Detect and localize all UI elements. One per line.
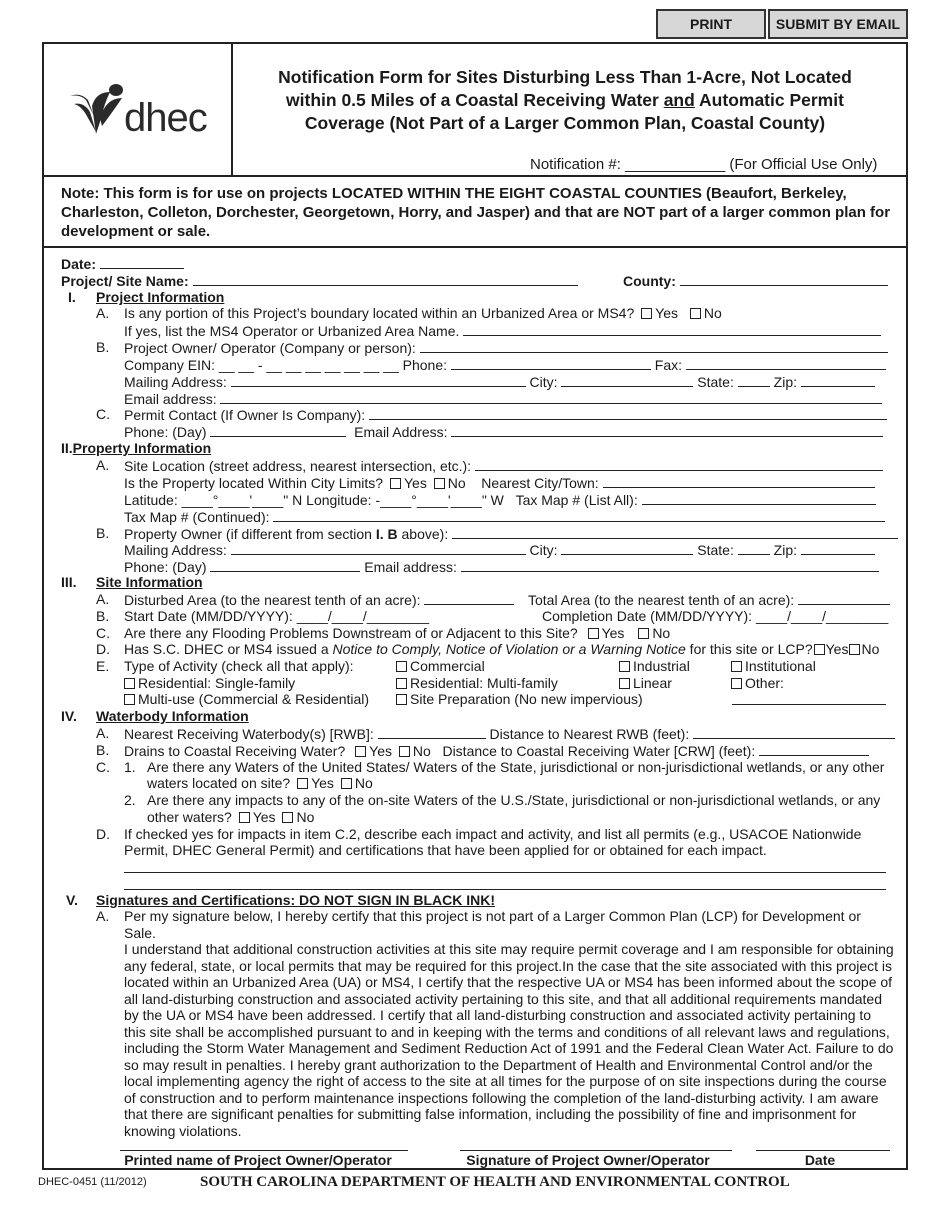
section-3-title: Site Information bbox=[96, 574, 203, 590]
res-multi-option: Residential: Multi-family bbox=[393, 675, 558, 692]
linear-checkbox[interactable] bbox=[619, 678, 630, 689]
section-4-title: Waterbody Information bbox=[96, 708, 249, 724]
coastal-drain-row: Drains to Coastal Receiving Water? Yes No Distance to Coastal Receiving Water [CRW] (feet): bbox=[124, 742, 869, 760]
tax-map-cont-row: Tax Map # (Continued): bbox=[124, 508, 885, 526]
distance-crw-field[interactable] bbox=[759, 742, 869, 756]
s2-zip-field[interactable] bbox=[801, 541, 875, 555]
lat-long-row: Latitude: ____°____'____" N Longitude: -____°____'____" W Tax Map # (List All): bbox=[124, 491, 876, 509]
disturbed-area-field[interactable] bbox=[424, 591, 514, 605]
city-limits-yes-checkbox[interactable] bbox=[390, 478, 401, 489]
county-row: County: bbox=[623, 272, 888, 290]
certification-text: Per my signature below, I hereby certify that this project is not part of a Larger Common Plan (LCP) for Development or Sale. I understand that additional construction activities at this site may require permit coverage and I am responsible for obtaining any federal, state, or local permits that may be required for this project.In the case that the site associated with this project is located within an Urbanized Area (UA) or MS4, I certify that the respective UA or MS4 has been informed about the scope of all land-disturbing construction and associated activity pertaining to this site, and that all additional requirements mandated by the UA or MS4 have been addressed. I certify that all land-disturbing construction and associated activity pertaining to this site shall be accomplished pursuant to and in keeping with the terms and conditions of all relevant laws and regulations, including the Storm Water Management and Sediment Reduction Act of 1991 and the Federal Clean Water Act. Failure to do so may result in penalties. I hereby grant authorization to the Department of Health and Environmental Control and/or the local implementing agency the right of access to the site at all times for the purpose of on site inspections during the course of construction and to perform maintenance inspections following the completion of the land-disturbing activity. I am aware that there are significant penalties for submitting false information, including the possibility of fine and imprisonment for knowing violations. bbox=[124, 908, 894, 1139]
s1-state-field[interactable] bbox=[738, 373, 770, 387]
property-owner-field[interactable] bbox=[452, 525, 898, 539]
city-limits-no-checkbox[interactable] bbox=[434, 478, 445, 489]
dhec-wordmark: dhec bbox=[124, 96, 207, 140]
res-single-checkbox[interactable] bbox=[124, 678, 135, 689]
date-field[interactable] bbox=[100, 255, 184, 269]
industrial-option: Industrial bbox=[616, 658, 690, 675]
site-location-row: Site Location (street address, nearest intersection, etc.): bbox=[124, 457, 883, 475]
date-row: Date: bbox=[61, 255, 184, 273]
s2-mailing-row: Mailing Address: City: State: Zip: bbox=[124, 541, 875, 559]
contact-email-field[interactable] bbox=[451, 423, 883, 437]
s1-a-question: Is any portion of this Project’s boundary located within an Urbanized Area or MS4? Yes No bbox=[124, 305, 722, 321]
print-button[interactable]: PRINT bbox=[656, 9, 766, 39]
project-site-name-field[interactable] bbox=[193, 272, 578, 286]
violation-yes-checkbox[interactable] bbox=[814, 644, 825, 655]
res-multi-checkbox[interactable] bbox=[396, 678, 407, 689]
s2-state-field[interactable] bbox=[738, 541, 770, 555]
impacts-answer-row: other waters? Yes No bbox=[147, 809, 315, 825]
drains-no-checkbox[interactable] bbox=[399, 746, 410, 757]
s1-fax-field[interactable] bbox=[686, 356, 886, 370]
s1-mailing-field[interactable] bbox=[231, 373, 526, 387]
title-line-1: Notification Form for Sites Disturbing Less Than 1-Acre, Not Located bbox=[278, 67, 852, 87]
start-date-field[interactable]: Start Date (MM/DD/YYYY): ____/____/________ bbox=[124, 608, 430, 624]
section-1-number: I. bbox=[68, 289, 76, 305]
header-divider bbox=[231, 42, 233, 176]
violation-no-checkbox[interactable] bbox=[849, 644, 860, 655]
tax-map-cont-field[interactable] bbox=[273, 508, 885, 522]
contact-phone-row: Phone: (Day) Email Address: bbox=[124, 423, 883, 441]
property-owner-row: Property Owner (if different from section I. B above): bbox=[124, 525, 898, 543]
title-line-3: Coverage (Not Part of a Larger Common Plan, Coastal County) bbox=[304, 113, 826, 133]
lat-long-field[interactable]: Latitude: ____°____'____" N Longitude: -____°____'____" W bbox=[124, 492, 504, 508]
s1-mailing-row: Mailing Address: City: State: Zip: bbox=[124, 373, 875, 391]
impacts-describe-line-2: Permit, DHEC General Permit) and certifications that have been applied for or obtained for each impact. bbox=[124, 842, 767, 858]
linear-option: Linear bbox=[616, 675, 672, 692]
site-prep-option: Site Preparation (No new impervious) bbox=[393, 691, 643, 708]
section-5-title: Signatures and Certifications: DO NOT SIGN IN BLACK INK! bbox=[96, 892, 496, 908]
site-prep-checkbox[interactable] bbox=[396, 694, 407, 705]
header-rule bbox=[42, 175, 908, 177]
s2-city-field[interactable] bbox=[561, 541, 693, 555]
permit-contact-field[interactable] bbox=[369, 406, 887, 420]
waters-no-checkbox[interactable] bbox=[341, 778, 352, 789]
impacts-answer-line-2[interactable] bbox=[124, 889, 886, 890]
impacts-yes-checkbox[interactable] bbox=[239, 812, 250, 823]
impacts-describe-line-1: If checked yes for impacts in item C.2, describe each impact and activity, and list all permits (e.g., USACOE Nationwide bbox=[124, 826, 862, 842]
institutional-option: Institutional bbox=[728, 658, 816, 675]
flooding-row: Are there any Flooding Problems Downstream of or Adjacent to this Site? Yes No bbox=[124, 625, 671, 641]
site-location-field[interactable] bbox=[475, 457, 883, 471]
ms4-operator-row: If yes, list the MS4 Operator or Urbanized Area Name. bbox=[124, 322, 881, 340]
activity-type-label: Type of Activity (check all that apply): bbox=[124, 658, 354, 674]
drains-yes-checkbox[interactable] bbox=[355, 746, 366, 757]
tax-map-field[interactable] bbox=[642, 491, 876, 505]
s1-a-yes-checkbox[interactable] bbox=[641, 308, 652, 319]
section-1-title: Project Information bbox=[96, 289, 225, 305]
industrial-checkbox[interactable] bbox=[619, 661, 630, 672]
date-label: Date bbox=[804, 1152, 836, 1168]
s1-city-field[interactable] bbox=[561, 373, 693, 387]
permit-contact-row: Permit Contact (If Owner Is Company): bbox=[124, 406, 887, 424]
disturbed-area-row: Disturbed Area (to the nearest tenth of an acre): bbox=[124, 591, 514, 609]
city-limits-row: Is the Property located Within City Limits? Yes No Nearest City/Town: bbox=[124, 474, 875, 492]
completion-date-field[interactable]: Completion Date (MM/DD/YYYY): ____/____/________ bbox=[542, 608, 889, 624]
s1-zip-field[interactable] bbox=[801, 373, 875, 387]
dhec-logo bbox=[66, 82, 216, 142]
total-area-field[interactable] bbox=[798, 591, 890, 605]
company-ein-field[interactable]: Company EIN: __ __ - __ __ __ __ __ __ __ bbox=[124, 357, 399, 373]
section-3-number: III. bbox=[61, 574, 77, 590]
other-option: Other: bbox=[728, 675, 784, 692]
waters-question: Are there any Waters of the United States/ Waters of the State, jurisdictional or non-jurisdictional wetlands, or any other bbox=[147, 759, 885, 775]
form-id: DHEC-0451 (11/2012) bbox=[38, 1176, 147, 1188]
other-activity-field[interactable] bbox=[732, 704, 886, 705]
multi-use-option: Multi-use (Commercial & Residential) bbox=[121, 691, 369, 708]
s1-email-row: Email address: bbox=[124, 390, 882, 408]
flooding-yes-checkbox[interactable] bbox=[588, 628, 599, 639]
signature-date-field[interactable] bbox=[756, 1150, 890, 1151]
s2-phone-row: Phone: (Day) Email address: bbox=[124, 558, 879, 576]
county-field[interactable] bbox=[680, 272, 888, 286]
nearest-rwb-row: Nearest Receiving Waterbody(s) [RWB]: Distance to Nearest RWB (feet): bbox=[124, 725, 895, 743]
s2-mailing-field[interactable] bbox=[231, 541, 526, 555]
s1-email-field[interactable] bbox=[220, 390, 882, 404]
project-site-row: Project/ Site Name: bbox=[61, 272, 578, 290]
owner-operator-row: Project Owner/ Operator (Company or person): bbox=[124, 339, 888, 357]
coastal-county-note: Note: This form is for use on projects LOCATED WITHIN THE EIGHT COASTAL COUNTIES (Beaufort, Berkeley, Charleston, Colleton, Dorchester, Georgetown, Horry, and Jasper) and that are NOT part of a larger common plan for development or sale. bbox=[61, 185, 891, 240]
notification-number-field[interactable]: ____________ bbox=[625, 156, 726, 173]
multi-use-checkbox[interactable] bbox=[124, 694, 135, 705]
ein-row: Company EIN: __ __ - __ __ __ __ __ __ __ Phone: Fax: bbox=[124, 356, 886, 374]
section-2-title: II.Property Information bbox=[61, 440, 212, 456]
form-title bbox=[240, 66, 890, 135]
agency-footer: SOUTH CAROLINA DEPARTMENT OF HEALTH AND ENVIRONMENTAL CONTROL bbox=[200, 1174, 790, 1190]
total-area-row: Total Area (to the nearest tenth of an acre): bbox=[528, 591, 890, 609]
note-rule bbox=[42, 246, 908, 248]
contact-phone-field[interactable] bbox=[210, 423, 346, 437]
s1-phone-field[interactable] bbox=[451, 356, 651, 370]
flooding-no-checkbox[interactable] bbox=[638, 628, 649, 639]
institutional-checkbox[interactable] bbox=[731, 661, 742, 672]
nearest-city-field[interactable] bbox=[603, 474, 875, 488]
impacts-no-checkbox[interactable] bbox=[282, 812, 293, 823]
impacts-answer-line-1[interactable] bbox=[124, 872, 886, 873]
printed-name-field[interactable] bbox=[120, 1150, 408, 1151]
commercial-option: Commercial bbox=[393, 658, 485, 675]
notification-number: Notification #: ____________ (For Official Use Only) bbox=[530, 156, 878, 173]
signature-field[interactable] bbox=[460, 1150, 732, 1151]
other-checkbox[interactable] bbox=[731, 678, 742, 689]
signature-label: Signature of Project Owner/Operator bbox=[466, 1152, 710, 1168]
owner-operator-field[interactable] bbox=[420, 339, 888, 353]
violation-notice-row: Has S.C. DHEC or MS4 issued a Notice to Comply, Notice of Violation or a Warning Notice for this site or LCP? Yes No bbox=[124, 641, 880, 657]
section-4-number: IV. bbox=[61, 708, 77, 724]
ms4-operator-field[interactable] bbox=[463, 322, 881, 336]
impacts-question: Are there any impacts to any of the on-site Waters of the U.S./State, jurisdictional or non-jurisdictional wetlands, or any bbox=[147, 792, 881, 808]
title-line-2: within 0.5 Miles of a Coastal Receiving Water and Automatic Permit bbox=[286, 90, 844, 110]
res-single-option: Residential: Single-family bbox=[121, 675, 295, 692]
distance-rwb-field[interactable] bbox=[693, 725, 895, 739]
waters-answer-row: waters located on site? Yes No bbox=[147, 775, 373, 791]
s2-phone-field[interactable] bbox=[210, 558, 360, 572]
waters-yes-checkbox[interactable] bbox=[297, 778, 308, 789]
submit-by-email-button[interactable]: SUBMIT BY EMAIL bbox=[768, 9, 908, 39]
section-5-number: V. bbox=[66, 892, 78, 908]
printed-name-label: Printed name of Project Owner/Operator bbox=[124, 1152, 392, 1168]
s1-a-no-checkbox[interactable] bbox=[690, 308, 701, 319]
nearest-rwb-field[interactable] bbox=[378, 725, 486, 739]
commercial-checkbox[interactable] bbox=[396, 661, 407, 672]
s2-email-field[interactable] bbox=[461, 558, 879, 572]
